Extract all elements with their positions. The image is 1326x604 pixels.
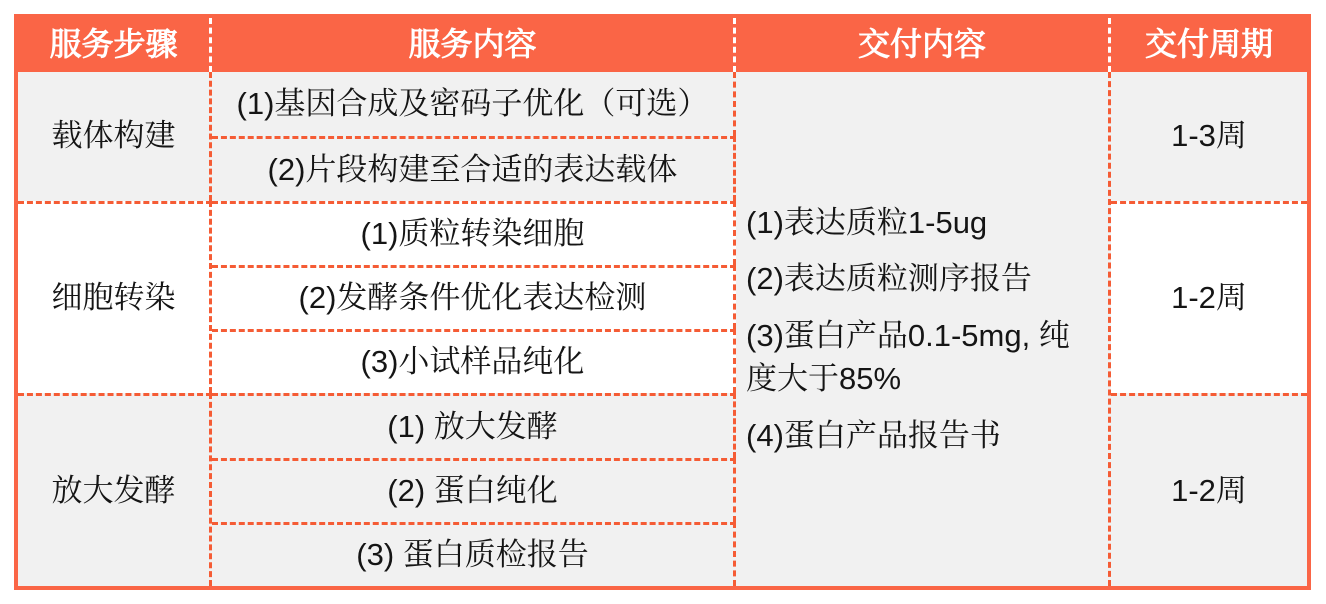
step-cell-scaleup-fermentation: 放大发酵 <box>18 393 212 586</box>
header-cell-service-content: 服务内容 <box>212 18 736 72</box>
service-item-cell: (2)片段构建至合适的表达载体 <box>212 136 736 200</box>
header-cell-delivery-cycle: 交付周期 <box>1111 18 1307 72</box>
cycle-cell-scaleup-fermentation: 1-2周 <box>1111 393 1307 586</box>
cycle-cell-cell-transfection: 1-2周 <box>1111 201 1307 394</box>
service-table <box>14 14 1311 590</box>
service-item-cell: (3) 蛋白质检报告 <box>212 522 736 586</box>
delivery-item: (3)蛋白产品0.1-5mg, 纯度大于85% <box>746 317 1070 397</box>
service-item-cell: (2)发酵条件优化表达检测 <box>212 265 736 329</box>
service-item-cell: (3)小试样品纯化 <box>212 329 736 393</box>
step-cell-cell-transfection: 细胞转染 <box>18 201 212 394</box>
step-cell-vector-construction: 载体构建 <box>18 72 212 201</box>
header-cell-service-step: 服务步骤 <box>18 18 212 72</box>
header-cell-delivery-content: 交付内容 <box>736 18 1111 72</box>
service-item-cell: (1)基因合成及密码子优化（可选） <box>212 72 736 136</box>
delivery-content-cell <box>736 72 1111 586</box>
delivery-item: (1)表达质粒1-5ug <box>746 205 988 241</box>
service-item-cell: (2) 蛋白纯化 <box>212 458 736 522</box>
delivery-item: (4)蛋白产品报告书 <box>746 417 1001 453</box>
delivery-item: (2)表达质粒测序报告 <box>746 261 1032 297</box>
cycle-cell-vector-construction: 1-3周 <box>1111 72 1307 201</box>
service-item-cell: (1) 放大发酵 <box>212 393 736 457</box>
service-item-cell: (1)质粒转染细胞 <box>212 201 736 265</box>
